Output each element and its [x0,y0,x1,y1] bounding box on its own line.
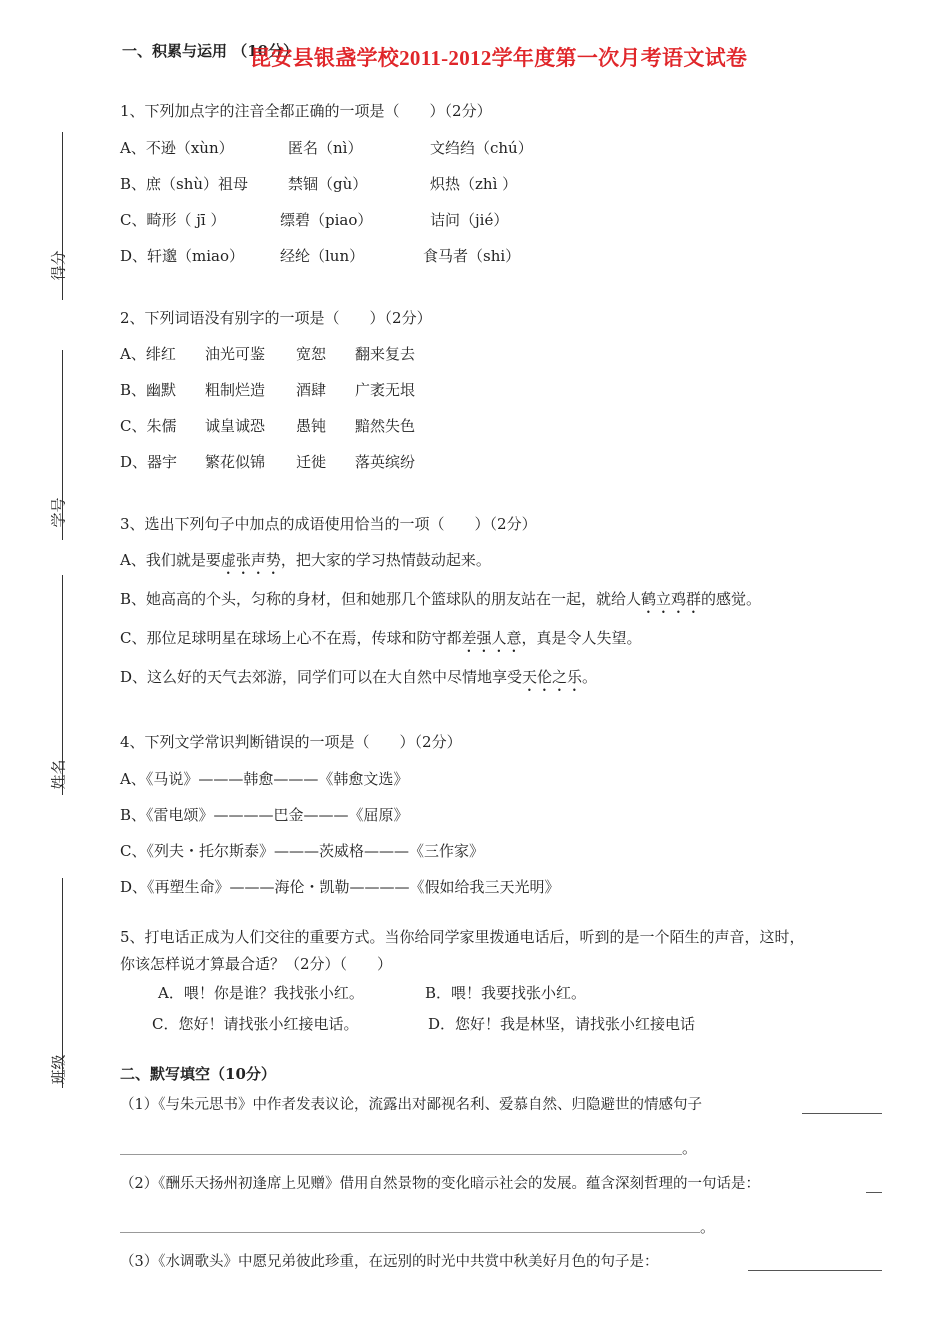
option-a: 宽恕 [296,345,327,363]
option-a: A、绯红 [120,345,176,363]
class-label: 班级 [49,1054,68,1085]
option-c: 缥碧（piao） [280,211,373,229]
option-c: C、朱儒 [120,417,177,435]
option-c: C、那位足球明星在球场上心不在焉，传球和防守都差强人意，真是令人失望。 [120,629,642,647]
question-stem: 你该怎样说才算最合适？（2分）（ ） [120,955,393,973]
option-b: B、幽默 [120,381,177,399]
option-c: 诚皇诚恐 [205,417,266,435]
option-d: D、器宇 [120,453,178,471]
option-d: 迁徙 [296,453,327,471]
option-b: B．喂！我要找张小红。 [425,984,587,1002]
option-c: C、畸形（ jī ） [120,211,226,229]
option-d: 繁花似锦 [205,453,266,471]
fill-question: （3）《水调歌头》中愿兄弟彼此珍重，在远别的时光中共赏中秋美好月色的句子是： [120,1254,659,1270]
option-d: D．您好！我是林坚，请找张小红接电话 [428,1015,696,1033]
option-d: 食马者（shi） [423,247,521,265]
answer-line[interactable] [802,1113,882,1114]
answer-line[interactable] [748,1270,882,1271]
question-stem: 5、打电话正成为人们交往的重要方式。当你给同学家里拨通电话后，听到的是一个陌生的声音，这时， [120,928,805,946]
score-label: 得分 [49,250,68,281]
option-c: 诘问（jié） [430,211,509,229]
option-c: 黯然失色 [355,417,416,435]
name-label: 姓名 [49,759,68,790]
period: 。 [700,1218,716,1236]
option-a: 翻来复去 [355,345,416,363]
answer-line[interactable] [120,1154,682,1155]
page-title: 昆安县银盏学校2011-2012学年度第一次月考语文试卷 [250,46,748,70]
option-b: B、庶（shù）祖母 [120,175,249,193]
option-a: A、《马说》———韩愈———《韩愈文选》 [120,770,409,788]
option-a: A、不逊（xùn） [120,139,234,157]
option-a: 油光可鉴 [205,345,266,363]
option-d: 落英缤纷 [355,453,416,471]
fill-question: （2）《酬乐天扬州初逢席上见赠》借用自然景物的变化暗示社会的发展。蕴含深刻哲理的一句话是： [120,1176,760,1192]
dotted-idiom: 差强人意 [461,629,522,647]
option-a: A、我们就是要虚张声势，把大家的学习热情鼓动起来。 [120,551,491,569]
option-b: 禁锢（gù） [288,175,368,193]
option-d: D、这么好的天气去郊游，同学们可以在大自然中尽情地享受天伦之乐。 [120,668,598,686]
section-heading: 一、积累与运用 （10分） [122,42,299,60]
dotted-idiom: 鹤立鸡群 [641,590,702,608]
option-b: 炽热（zhì ） [430,175,518,193]
question-stem: 4、下列文学常识判断错误的一项是（ ）（2分） [120,733,462,751]
option-a: 匿名（nì） [288,139,363,157]
question-stem: 1、下列加点字的注音全都正确的一项是（ ）（2分） [120,102,492,120]
option-b: 酒肆 [296,381,327,399]
option-d: D、轩邈（miao） [120,247,245,265]
option-d: D、《再塑生命》———海伦・凯勒————《假如给我三天光明》 [120,878,560,896]
option-a: A．喂！你是谁？我找张小红。 [158,984,364,1002]
period: 。 [682,1139,698,1157]
option-b: B、《雷电颂》————巴金———《屈原》 [120,806,409,824]
option-b: 粗制烂造 [205,381,266,399]
fill-question: （1）《与朱元思书》中作者发表议论，流露出对鄙视名利、爱慕自然、归隐避世的情感句子 [120,1097,702,1113]
option-c: 愚钝 [296,417,327,435]
option-d: 经纶（lun） [280,247,365,265]
option-b: B、她高高的个头，匀称的身材，但和她那几个篮球队的朋友站在一起，就给人鹤立鸡群的感觉。 [120,590,762,608]
student-number-label: 学号 [49,497,68,528]
option-a: 文绉绉（chú） [430,139,533,157]
answer-line[interactable] [120,1232,700,1233]
dotted-idiom: 虚张声势 [220,551,281,569]
option-b: 广袤无垠 [355,381,416,399]
answer-line[interactable] [866,1192,882,1193]
question-stem: 3、选出下列句子中加点的成语使用恰当的一项（ ）（2分） [120,515,537,533]
option-c: C、《列夫・托尔斯泰》———茨威格———《三作家》 [120,842,484,860]
dotted-idiom: 天伦之乐 [522,668,583,686]
option-c: C．您好！请找张小红接电话。 [152,1015,359,1033]
section-heading: 二、默写填空（10分） [120,1065,276,1083]
question-stem: 2、下列词语没有别字的一项是（ ）（2分） [120,309,432,327]
